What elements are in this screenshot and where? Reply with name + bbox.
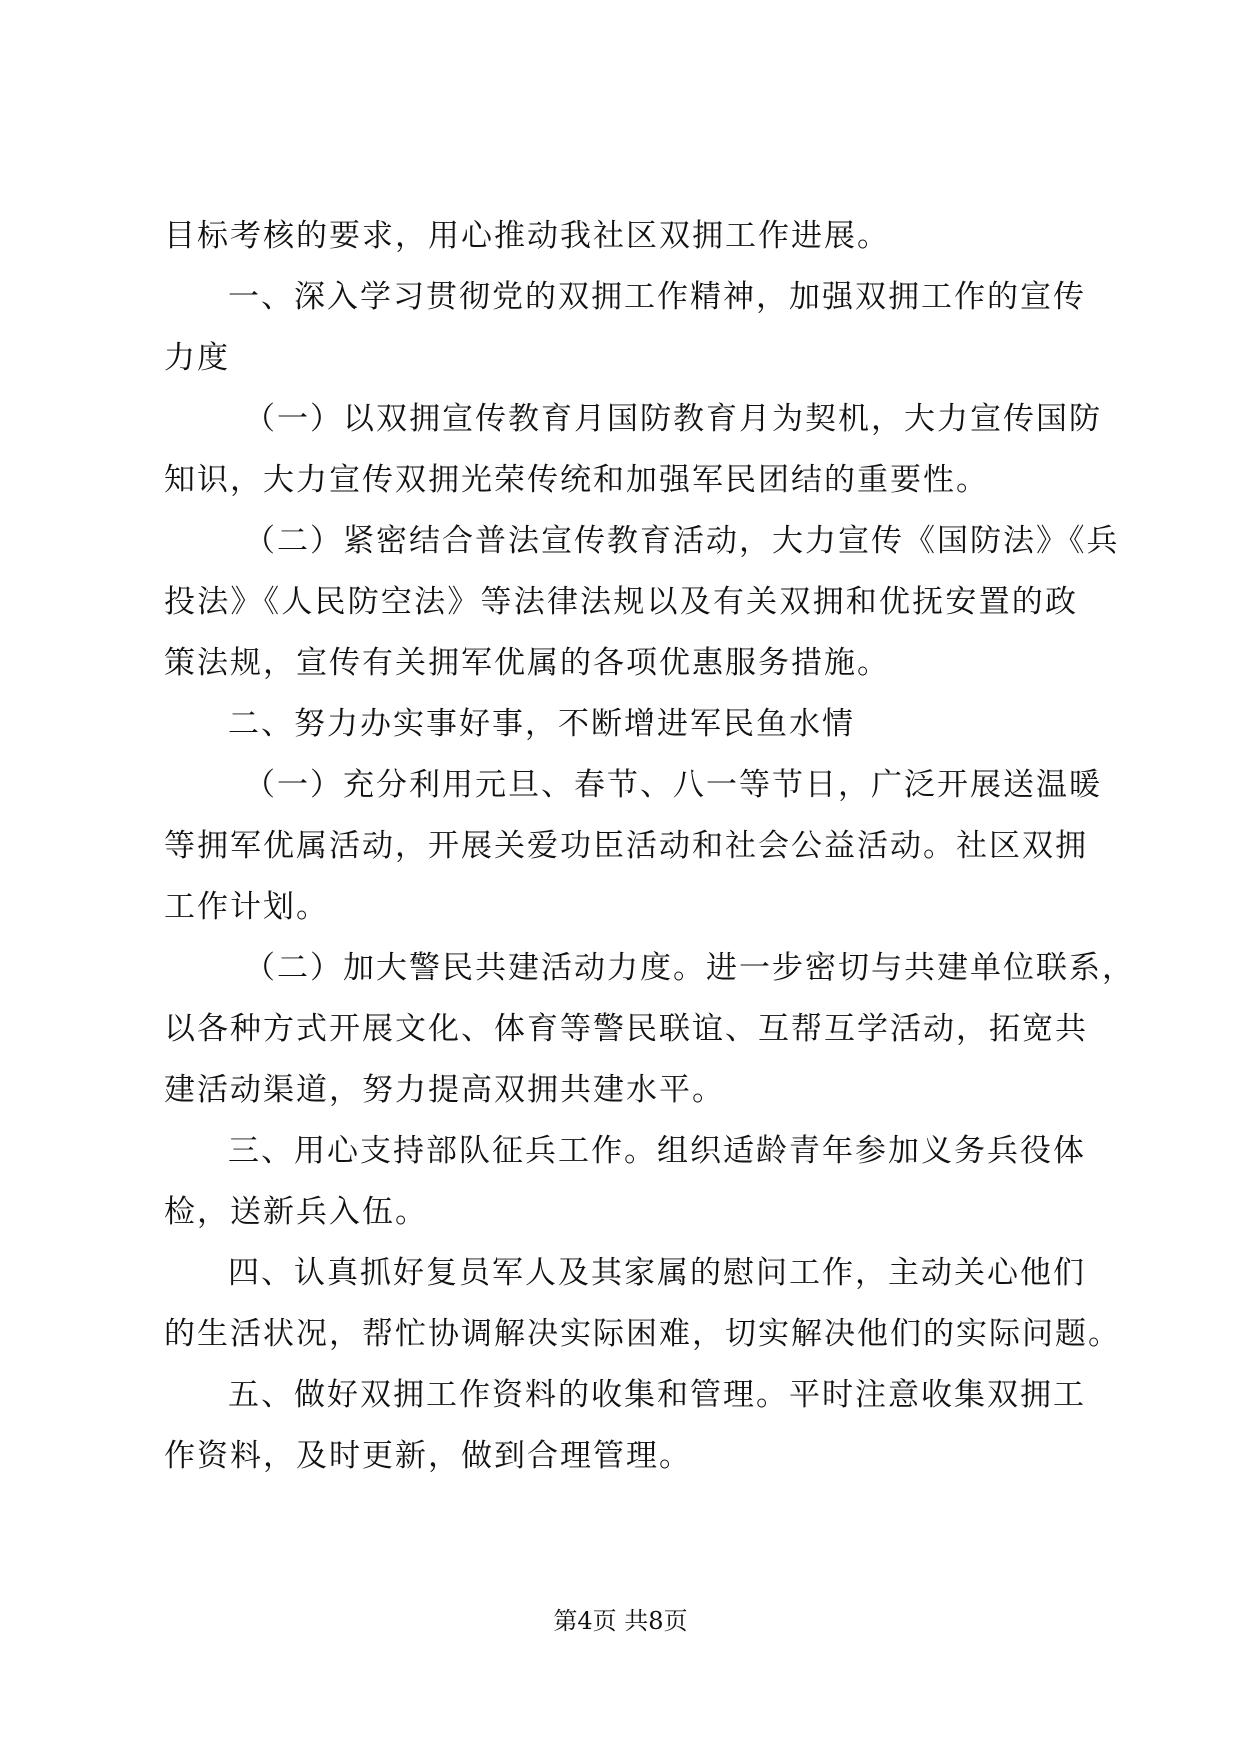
text-line: 力度 — [164, 340, 230, 376]
text-line: 投法》《人民防空法》等法律法规以及有关双拥和优抚安置的政 — [164, 584, 1078, 620]
section-heading: 四、认真抓好复员军人及其家属的慰问工作，主动关心他们 — [228, 1255, 1086, 1291]
section-heading: 三、用心支持部队征兵工作。组织适龄青年参加义务兵役体 — [228, 1133, 1086, 1169]
text-line: （二）紧密结合普法宣传教育活动，大力宣传《国防法》《兵 — [244, 523, 1120, 559]
text-line: 知识，大力宣传双拥光荣传统和加强军民团结的重要性。 — [164, 462, 989, 498]
text-line: 检，送新兵入伍。 — [164, 1194, 428, 1230]
page-number-footer: 第4页 共8页 — [553, 1607, 688, 1635]
text-line: （二）加大警民共建活动力度。进一步密切与共建单位联系， — [244, 950, 1135, 986]
document-body — [164, 206, 1135, 1487]
section-heading: 五、做好双拥工作资料的收集和管理。平时注意收集双拥工 — [228, 1377, 1086, 1413]
text-line: 工作计划。 — [164, 889, 329, 925]
text-line: （一）以双拥宣传教育月国防教育月为契机，大力宣传国防 — [244, 401, 1102, 437]
text-line: 等拥军优属活动，开展关爱功臣活动和社会公益活动。社区双拥 — [164, 828, 1088, 864]
text-line: 以各种方式开展文化、体育等警民联谊、互帮互学活动，拓宽共 — [164, 1011, 1088, 1047]
section-heading: 二、努力办实事好事，不断增进军民鱼水情 — [228, 706, 855, 742]
text-line: 作资料，及时更新，做到合理管理。 — [164, 1438, 692, 1474]
text-line: （一）充分利用元旦、春节、八一等节日，广泛开展送温暖 — [244, 767, 1102, 803]
text-line: 的生活状况，帮忙协调解决实际困难，切实解决他们的实际问题。 — [164, 1316, 1121, 1352]
text-line: 策法规，宣传有关拥军优属的各项优惠服务措施。 — [164, 645, 890, 681]
section-heading: 一、深入学习贯彻党的双拥工作精神，加强双拥工作的宣传 — [228, 279, 1086, 315]
text-line: 建活动渠道，努力提高双拥共建水平。 — [164, 1072, 725, 1108]
text-line: 目标考核的要求，用心推动我社区双拥工作进展。 — [164, 218, 890, 254]
